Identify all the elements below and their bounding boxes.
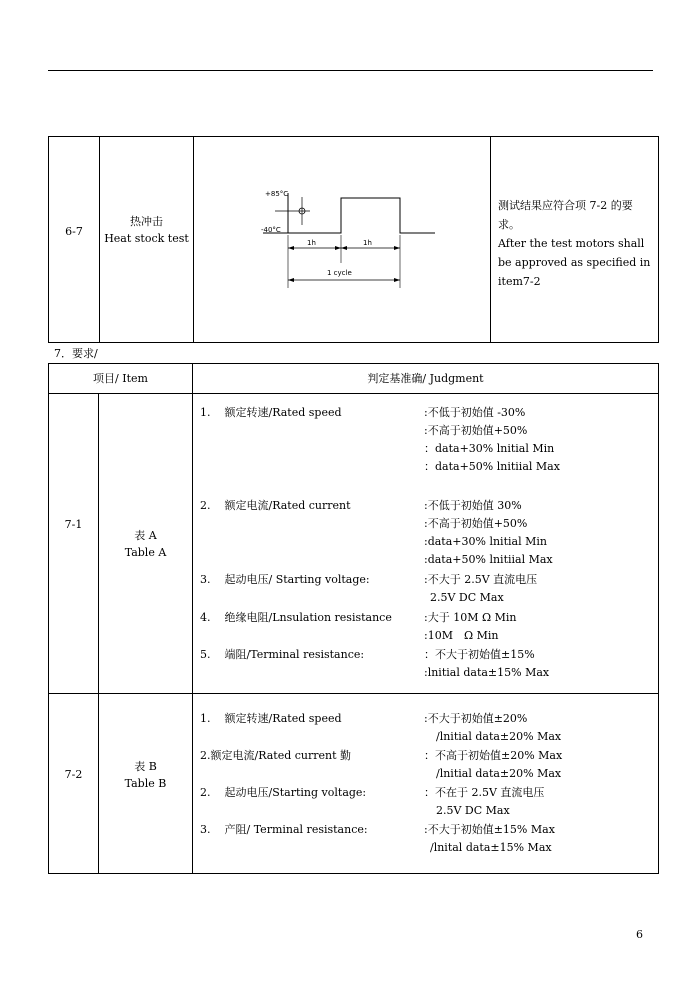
table-row: 2. 起动电压/Starting voltage: [200,786,367,799]
table-row: 3. 产阻/ Terminal resistance: [200,823,368,836]
item-id-7-2: 7-2 [64,768,83,781]
item-id-6-7: 6-7 [65,225,83,238]
table-row: 1. 额定转速/Rated speed [200,712,342,725]
low-temp-label: -40°C [261,226,281,234]
table-a-cn: 表 A [134,529,157,542]
temperature-waveform [263,193,435,233]
table-row-values: :不低于初始值 -30% :不高于初始值+50% ：data+30% lnitial Min ：data+50% lnitiial Max [424,406,560,473]
duration-label-1: 1h [307,239,316,247]
table-row: 2. 额定电流/Rated current [200,499,351,512]
duration-label-2: 1h [363,239,372,247]
table-row-values: ：不高于初始值±20% Max /lnitial data±20% Max [424,749,563,780]
table-row: 3. 起动电压/ Starting voltage: [200,573,370,586]
heat-shock-requirement: 测试结果应符合项 7-2 的要 求。 After the test motors shall be approved as specified in item7-2 [498,199,651,288]
thermal-cycle-diagram [255,183,445,288]
test-name-cn: 热冲击 [130,215,163,228]
table-row-values: :大于 10M Ω Min :10M Ω Min [424,611,517,642]
table-row: 2.额定电流/Rated current 勤 [200,749,352,762]
table-row-values: ：不大于初始值±15% :lnitial data±15% Max [424,648,550,679]
table-row-values: :不大于初始值±15% Max /lnital data±15% Max [424,823,555,854]
table-row: 5. 端阻/Terminal resistance: [200,648,365,661]
header-judgment: 判定基准确/ Judgment [367,372,484,385]
header-item: 项目/ Item [93,372,148,385]
section-title: 7．要求/ [54,347,98,360]
table-row-values: ：不在于 2.5V 直流电压 2.5V DC Max [424,786,545,817]
item-id-7-1: 7-1 [64,518,83,531]
table-row: 1. 额定转速/Rated speed [200,406,342,419]
header-rule [48,70,653,71]
table-row-values: :不大于 2.5V 直流电压 2.5V DC Max [424,573,538,604]
table-b-en: Table B [124,777,167,790]
table-b-cn: 表 B [134,760,157,773]
page-number: 6 [636,928,643,941]
test-name-en: Heat stock test [104,232,189,245]
high-temp-label: +85°C [265,190,289,198]
table-row-values: :不大于初始值±20% /lnitial data±20% Max [424,712,562,743]
table-row: 4. 绝缘电阻/Lnsulation resistance [200,611,392,624]
table-a-en: Table A [124,546,167,559]
table-row-values: :不低于初始值 30% :不高于初始值+50% :data+30% lnitial Min :data+50% lnitiial Max [424,499,553,566]
cycle-label: 1 cycle [327,269,352,277]
